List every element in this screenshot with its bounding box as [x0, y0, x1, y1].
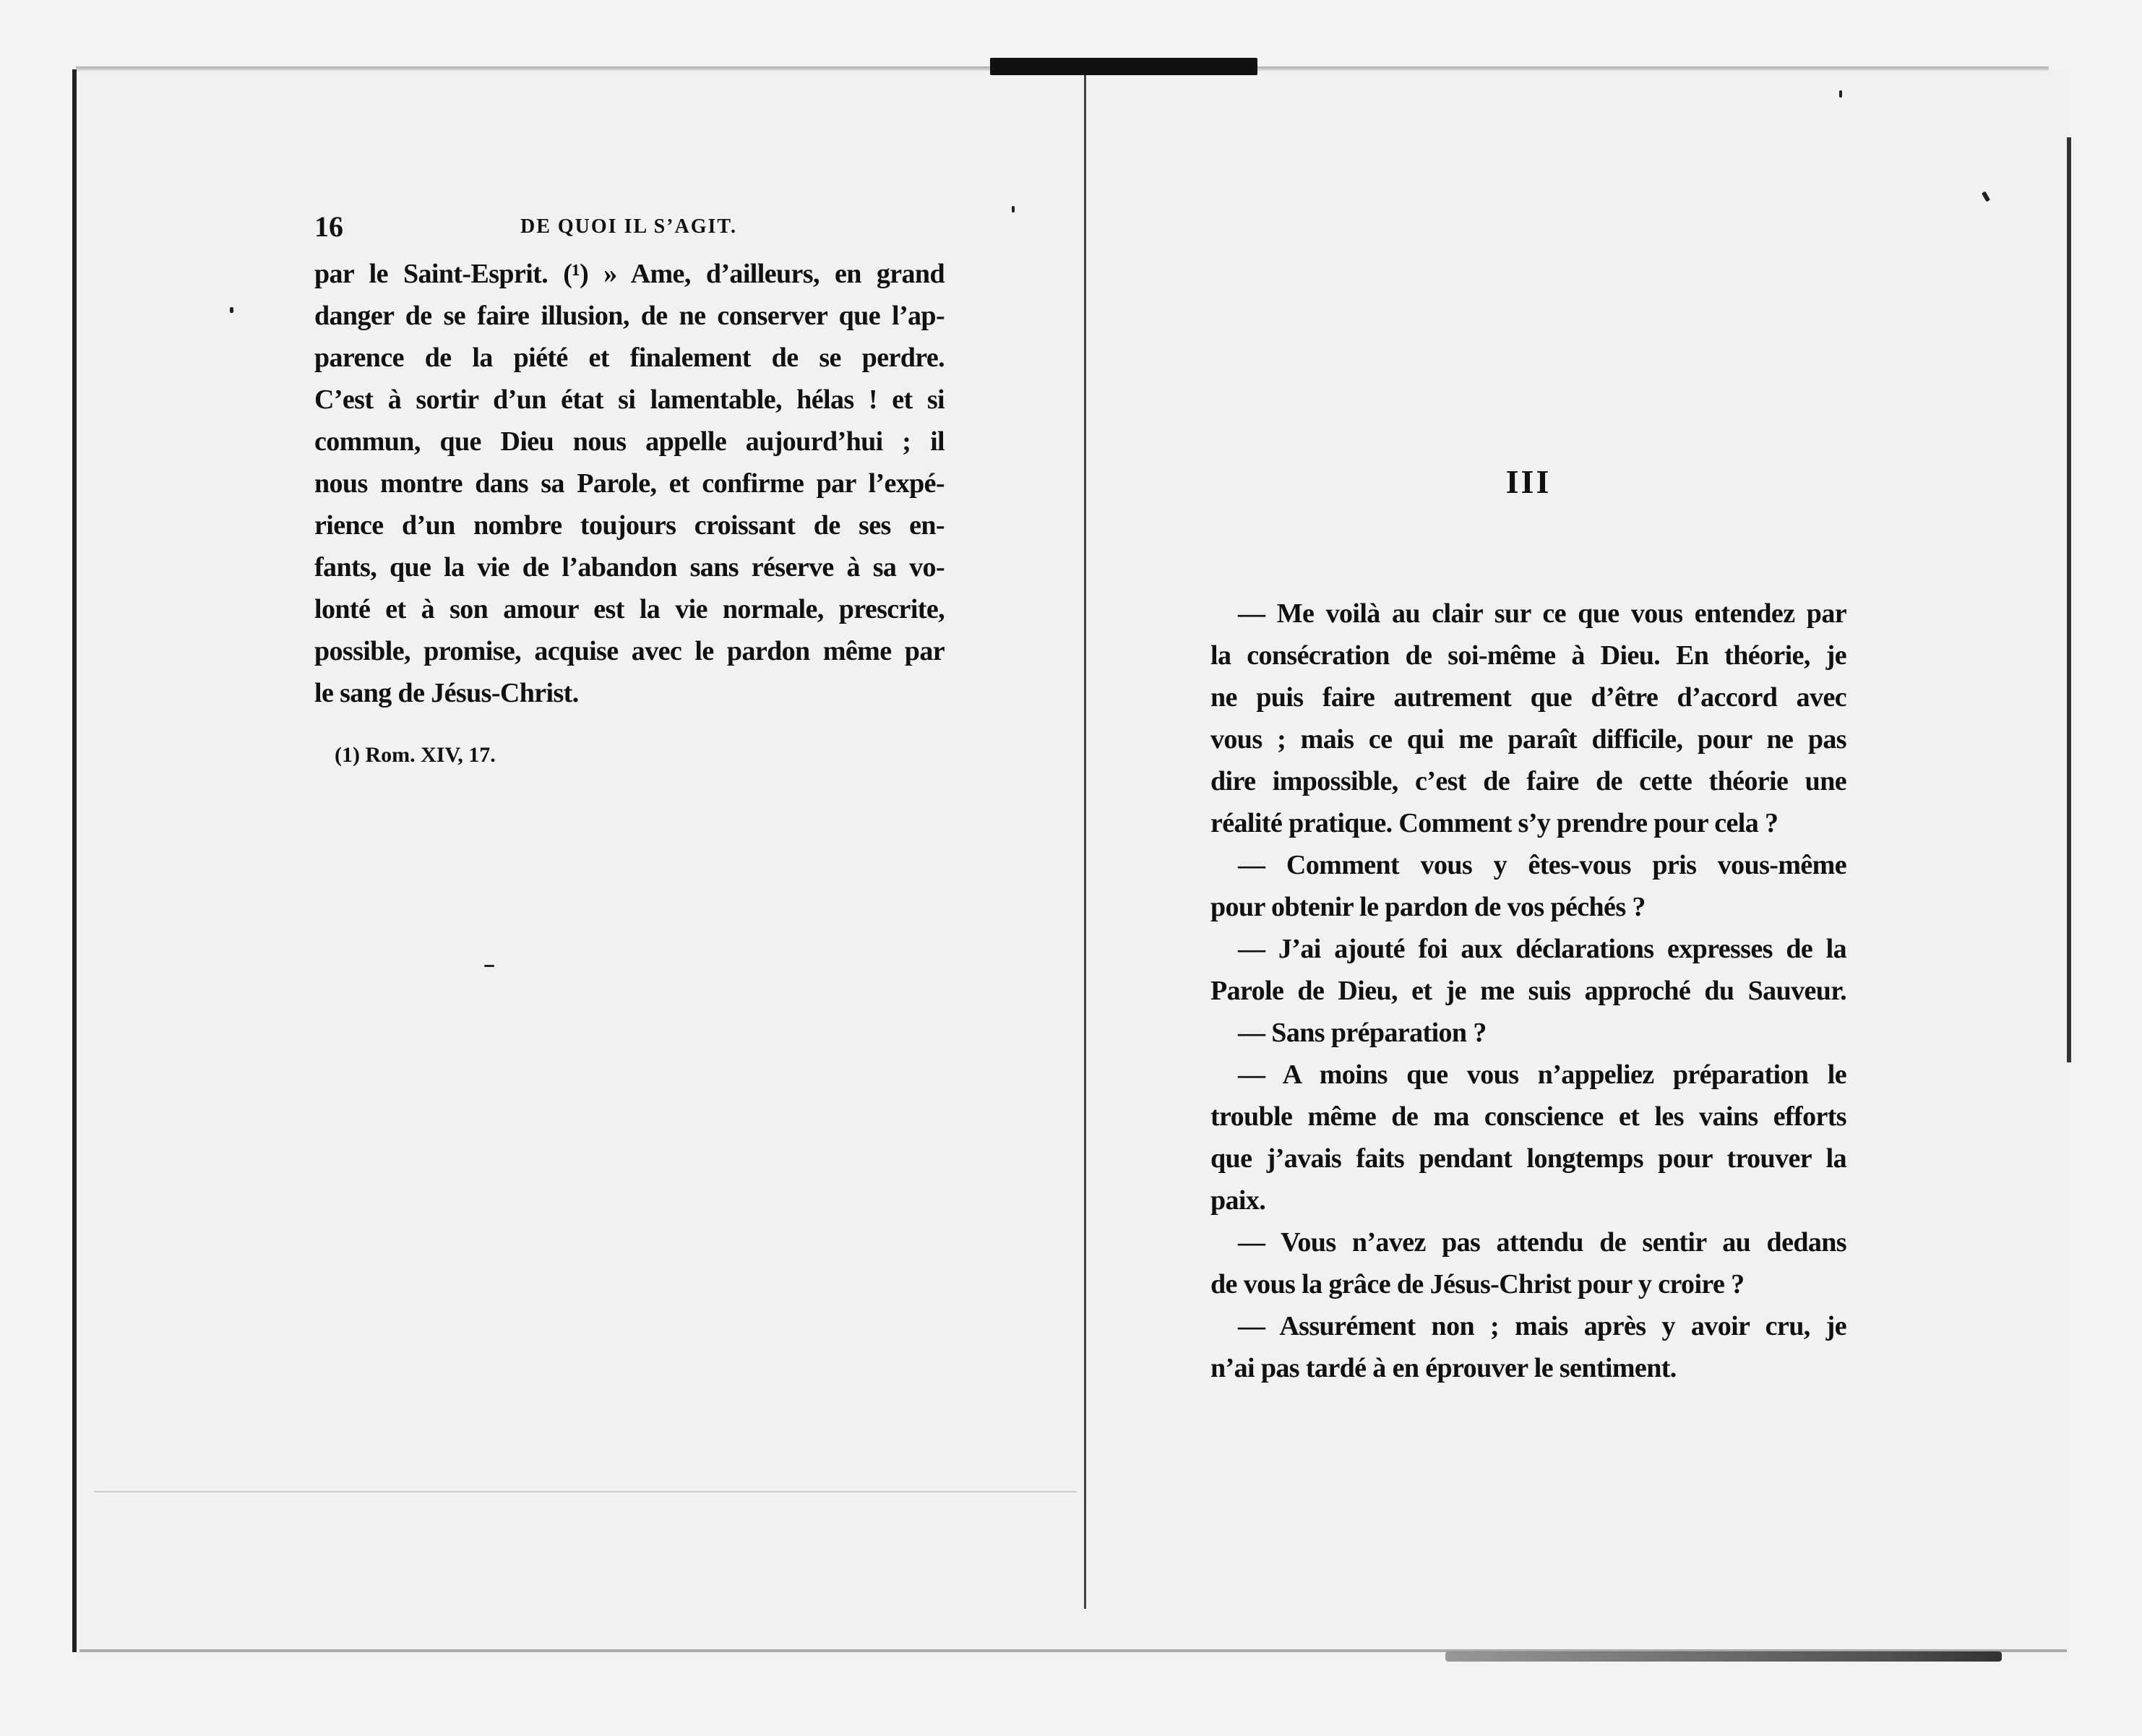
text-line: rience d’un nombre toujours croissant de ses en- [314, 510, 945, 541]
text-line: n’ai pas tardé à en éprouver le sentiment. [1210, 1353, 1677, 1383]
text-line: fants, que la vie de l’abandon sans réserve à sa vo- [314, 552, 945, 583]
header-title: DE QUOI IL S’AGIT. [520, 215, 737, 238]
text-line: que j’avais faits pendant longtemps pour trouver la [1210, 1143, 1846, 1174]
dialogue-text [1210, 593, 1846, 1389]
scan-speck [230, 307, 233, 313]
text-line: — A moins que vous n’appeliez préparation le [1238, 1060, 1846, 1090]
text-line: possible, promise, acquise avec le pardon même par [314, 636, 945, 666]
text-line: réalité pratique. Comment s’y prendre pour cela ? [1210, 808, 1778, 838]
scan-speck [484, 965, 494, 967]
book-bottom-shadow [1445, 1651, 2002, 1662]
body-text [314, 253, 945, 714]
text-line: Parole de Dieu, et je me suis approché du Sauveur. [1210, 976, 1846, 1006]
chapter-number: III [1505, 463, 1552, 500]
text-line: dire impossible, c’est de faire de cette théorie une [1210, 766, 1846, 796]
text-line: — Me voilà au clair sur ce que vous entendez par [1238, 598, 1846, 629]
text-line: ne puis faire autrement que d’être d’accord avec [1210, 682, 1846, 713]
text-line: vous ; mais ce qui me paraît difficile, pour ne pas [1210, 724, 1846, 755]
text-line: trouble même de ma conscience et les vains efforts [1210, 1101, 1846, 1132]
text-line: commun, que Dieu nous appelle aujourd’hui ; il [314, 426, 945, 457]
text-line: de vous la grâce de Jésus-Christ pour y croire ? [1210, 1269, 1745, 1299]
text-line: C’est à sortir d’un état si lamentable, hélas ! et si [314, 384, 945, 415]
text-line: danger de se faire illusion, de ne conserver que l’ap- [314, 301, 945, 331]
right-page [1210, 463, 1846, 1389]
text-line: paix. [1210, 1185, 1266, 1216]
text-line: pour obtenir le pardon de vos péchés ? [1210, 892, 1646, 922]
book-spine [1084, 69, 1086, 1609]
text-line: le sang de Jésus-Christ. [314, 678, 579, 708]
text-line: par le Saint-Esprit. (¹) » Ame, d’ailleurs, en grand [314, 259, 945, 289]
text-line: — J’ai ajouté foi aux déclarations expresses de la [1238, 934, 1846, 964]
left-page [314, 210, 945, 768]
page-bottom-crease [94, 1491, 1077, 1492]
text-line: — Comment vous y êtes-vous pris vous-même [1238, 850, 1846, 880]
book-left-edge [72, 69, 77, 1652]
text-line: nous montre dans sa Parole, et confirme par l’expé- [314, 468, 945, 499]
text-line: — Assurément non ; mais après y avoir cru, je [1238, 1311, 1846, 1341]
text-line: — Vous n’avez pas attendu de sentir au dedans [1238, 1227, 1846, 1258]
text-line: la consécration de soi-même à Dieu. En théorie, je [1210, 640, 1846, 671]
footnote: (1) Rom. XIV, 17. [335, 743, 496, 767]
text-line: — Sans préparation ? [1238, 1018, 1487, 1048]
running-head [314, 210, 945, 253]
binding-tab [990, 58, 1257, 75]
page-number: 16 [314, 210, 343, 243]
text-line: parence de la piété et finalement de se perdre. [314, 343, 945, 373]
scan-speck [1839, 90, 1842, 98]
text-line: lonté et à son amour est la vie normale, prescrite, [314, 594, 945, 624]
book-right-edge [2067, 137, 2071, 1062]
scan-speck [1012, 206, 1015, 212]
